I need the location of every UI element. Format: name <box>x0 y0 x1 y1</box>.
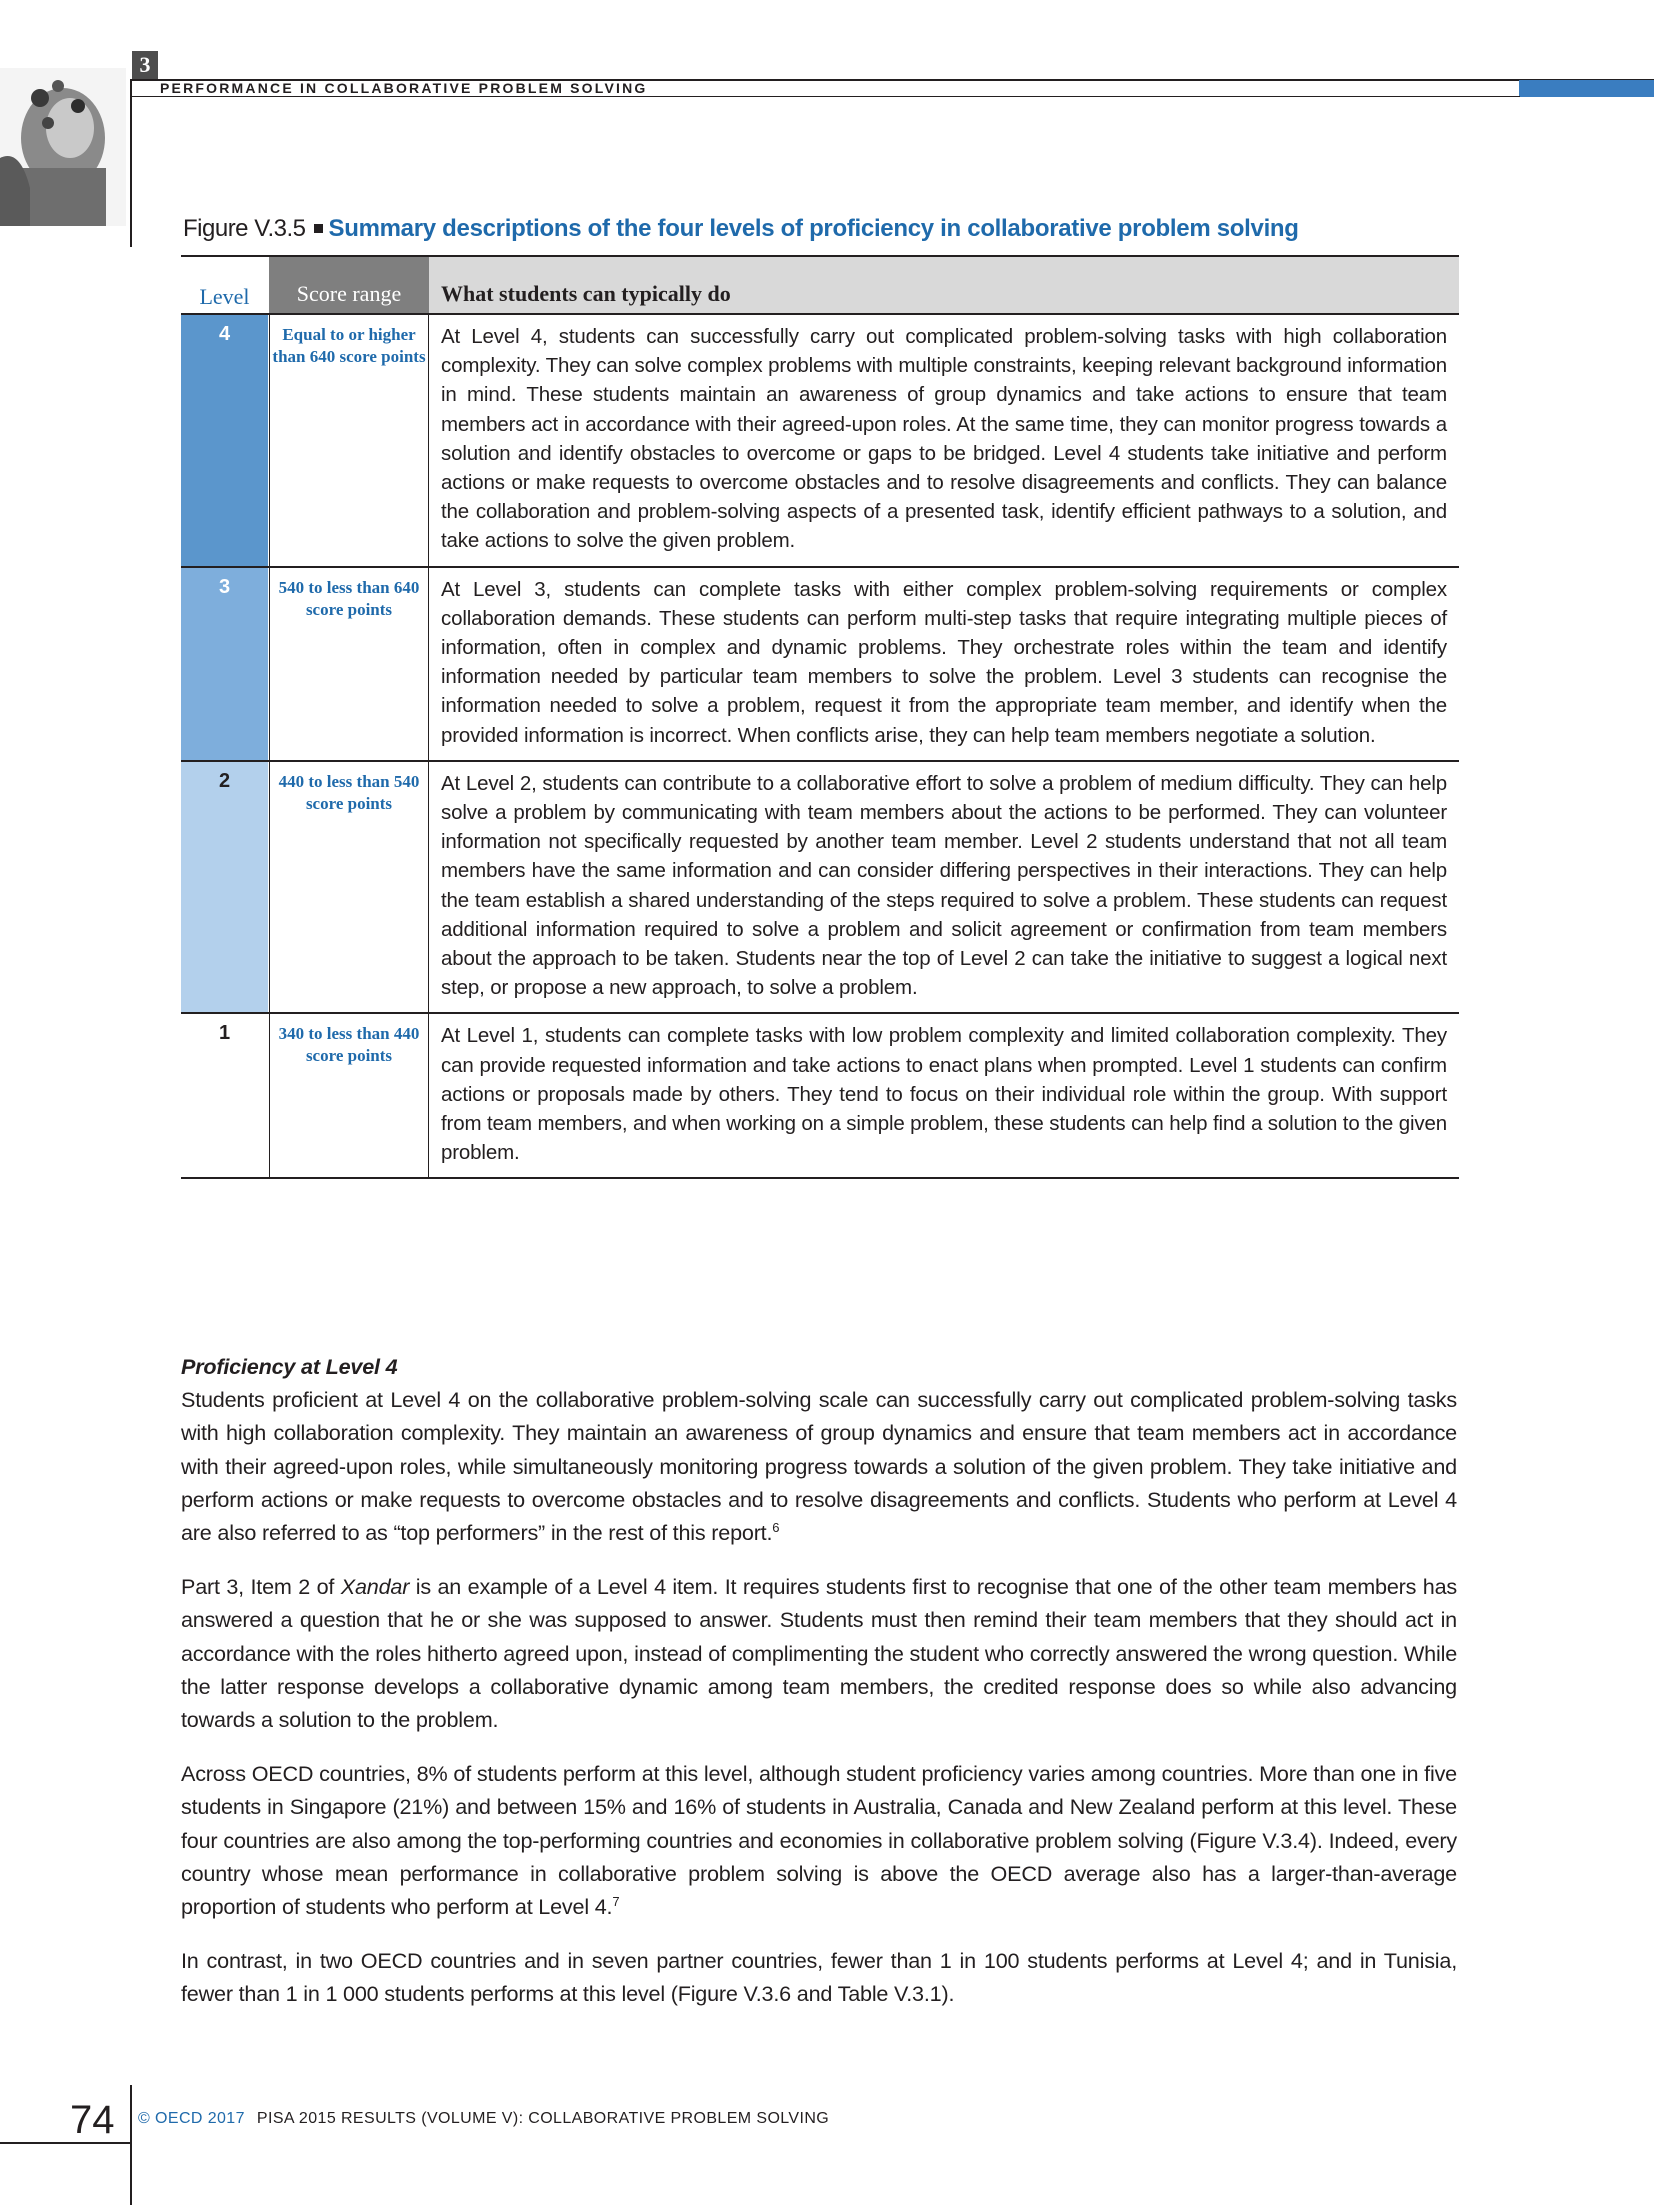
running-title: PERFORMANCE IN COLLABORATIVE PROBLEM SOLVING <box>160 80 648 96</box>
score-range-cell: 540 to less than 640 score points <box>269 568 429 760</box>
paragraph: Across OECD countries, 8% of students perform at this level, although student proficiency varies among countries. More than one in five students in Singapore (21%) and between 15% and 16% of students in Australia, Canada and New Zealand perform at this level. These four countries are also among the top-performing countries and economies in collaborative problem solving (Figure V.3.4). Indeed, every country whose mean performance in collaborative problem solving is above the OECD average also has a larger-than-average proportion of students who perform at Level 4.$^7$ <box>181 1761 1457 1920</box>
footnote-ref: 7 <box>612 1893 620 1909</box>
description-cell: At Level 2, students can contribute to a collaborative effort to solve a problem of medium difficulty. They can help solve a problem by communicating with team members about the actions to be performed. They can volunteer information not specifically requested by another team member. Level 2 students understand that not all team members have the same information and can consider differing perspectives in their interactions. They can help the team establish a shared understanding of the steps required to solve a problem. These students can request additional information required to solve a problem and solicit agreement or confirmation from team members about the approach to be taken. Students near the top of Level 2 can take the initiative to suggest a logical next step, or propose a new approach, to solve a problem. <box>441 771 1447 1000</box>
header-vertical-rule <box>130 81 132 247</box>
level-cell: 1 <box>181 1014 268 1177</box>
description-cell: At Level 1, students can complete tasks with low problem complexity and limited collaboration complexity. They can provide requested information and take actions to enact plans when prompted. Level 1 students can confirm actions or proposals made by others. They tend to focus on their individual role within the group. With support from team members, and when working on a simple problem, these students can help find a solution to the given problem. <box>441 1024 1447 1165</box>
figure-title <box>183 215 1458 243</box>
level-cell: 3 <box>181 568 268 760</box>
description-cell: At Level 3, students can complete tasks with either complex problem-solving requirements or complex collaboration demands. These students can perform multi-step tasks that require integrating multiple pieces of information, often in complex and dynamic problems. They orchestrate roles within the team and identify information needed by particular team members to solve the problem. Level 3 students can recognise the information needed to solve a problem, request it from the appropriate team member, and identify when the provided information is incorrect. When conflicts arise, they can help team members negotiate a solution. <box>441 577 1447 747</box>
table-row <box>181 566 1459 760</box>
table-row <box>181 760 1459 1013</box>
table-row <box>181 1012 1459 1177</box>
proficiency-table <box>181 255 1459 1179</box>
paragraph: Students proficient at Level 4 on the collaborative problem-solving scale can successfully carry out complicated problem-solving tasks with high collaboration complexity. They maintain an awareness of group dynamics and ensure that team members act in accordance with their agreed-upon roles, while simultaneously monitoring progress towards a solution of the given problem. They take initiative and perform actions or make requests to overcome obstacles and to resolve disagreements and conflicts. Students who perform at Level 4 are also referred to as “top performers” in the rest of this report.$^6$ <box>181 1387 1457 1546</box>
table-header <box>181 255 1459 313</box>
table-row <box>181 313 1459 566</box>
section-heading: Proficiency at Level 4 <box>181 1354 398 1379</box>
body-text <box>181 1350 1457 2032</box>
paragraph: In contrast, in two OECD countries and in seven partner countries, fewer than 1 in 100 students performs at Level 4; and in Tunisia, fewer than 1 in 1 000 students performs at this level (Figure V.3.6 and Table V.3.1). <box>181 1948 1457 2007</box>
score-range-cell: Equal to or higher than 640 score points <box>269 315 429 566</box>
chapter-number-badge: 3 <box>132 51 158 79</box>
score-range-cell: 340 to less than 440 score points <box>269 1014 429 1177</box>
page-number: 74 <box>70 2098 115 2142</box>
table-bottom-rule <box>181 1177 1459 1179</box>
header-accent-bar <box>1519 80 1654 97</box>
score-range-cell: 440 to less than 540 score points <box>269 762 429 1013</box>
header-bottom-rule <box>130 96 1520 97</box>
square-bullet-icon <box>314 224 323 233</box>
paragraph: Part 3, Item 2 of Xandar is an example of a Level 4 item. It requires students first to recognise that one of the other team members has answered a question that he or she was supposed to answer. Students must then remind their team members that they should act in accordance with the roles hitherto agreed upon, instead of complimenting the student who correctly answered the wrong question. While the latter response develops a collaborative dynamic among team members, the credited response does so while also advancing towards a solution to the problem. <box>181 1574 1457 1733</box>
footer-vertical-rule <box>130 2085 132 2205</box>
column-header-level: Level <box>199 284 250 309</box>
footer-rule <box>0 2142 132 2144</box>
description-cell: At Level 4, students can successfully carry out complicated problem-solving tasks with high collaboration complexity. They can solve complex problems with multiple constraints, keeping relevant background information in mind. These students maintain an awareness of group dynamics and take actions to ensure that team members act in accordance with their agreed-upon roles. At the same time, they can monitor progress towards a solution and identify obstacles to overcome or gaps to be bridged. Level 4 students take initiative and perform actions or make requests to overcome obstacles and to resolve disagreements and conflicts. They can balance the collaboration and problem-solving aspects of a presented task, identify efficient pathways to a solution, and take actions to solve the given problem. <box>441 325 1447 553</box>
chapter-photo <box>0 68 126 226</box>
figure-title-text: Summary descriptions of the four levels of proficiency in collaborative problem solving <box>328 215 1299 242</box>
column-header-description: What students can typically do <box>429 257 1459 313</box>
publication-title: PISA 2015 RESULTS (VOLUME V): COLLABORATIVE PROBLEM SOLVING <box>256 2110 830 2127</box>
copyright: © OECD 2017 <box>138 2110 245 2127</box>
level-cell: 4 <box>181 315 268 566</box>
footer-text <box>138 2110 829 2128</box>
level-cell: 2 <box>181 762 268 1013</box>
footnote-ref: 6 <box>772 1519 780 1535</box>
figure-label: Figure V.3.5 <box>183 215 306 242</box>
column-header-score-range: Score range <box>269 257 429 313</box>
